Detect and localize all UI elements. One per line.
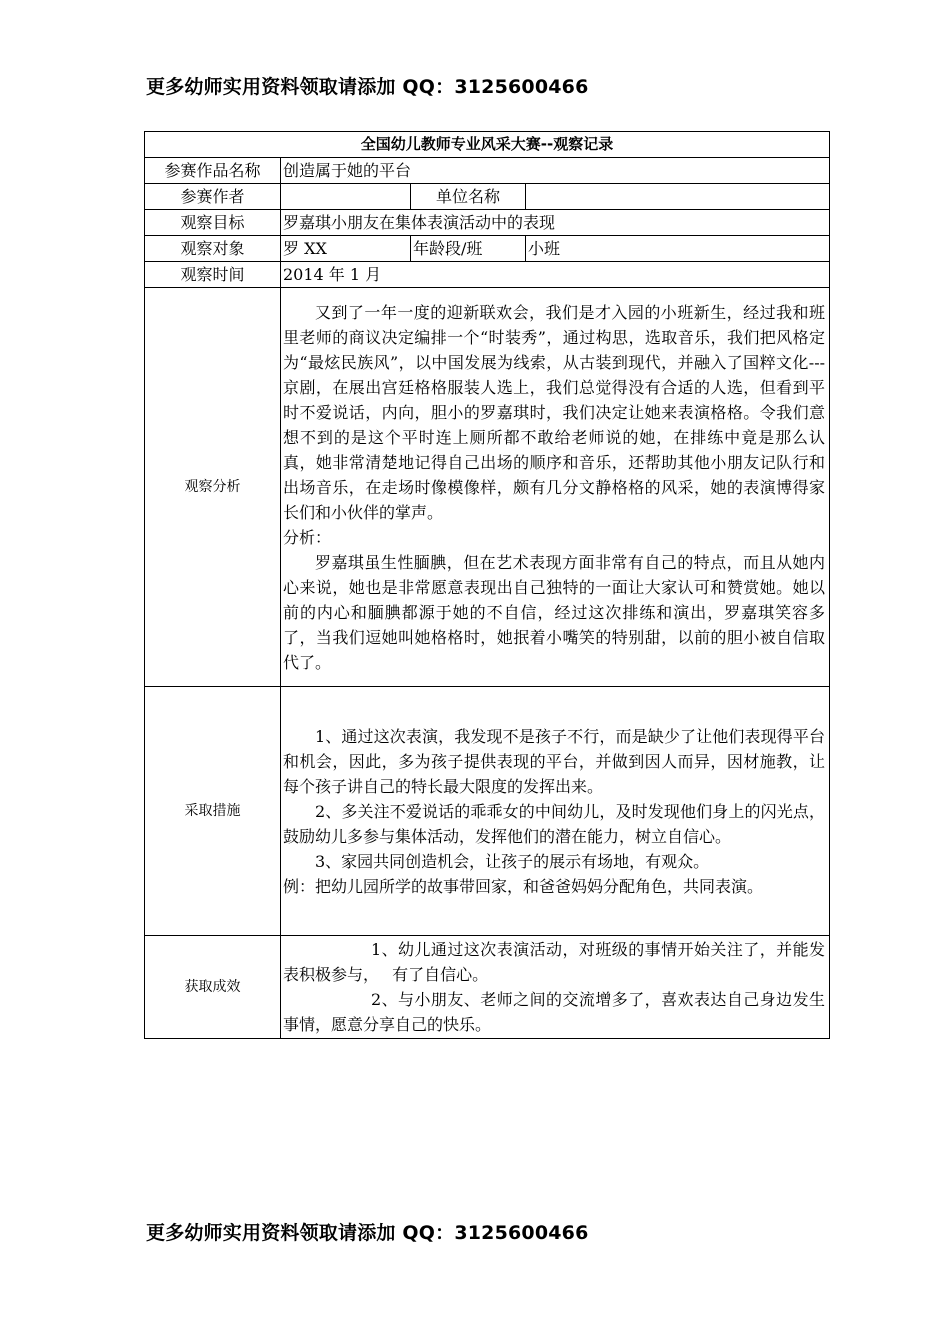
header-banner: 更多幼师实用资料领取请添加 QQ：3125600466 <box>146 76 589 98</box>
work-name-label: 参赛作品名称 <box>145 158 281 184</box>
age-value: 小班 <box>526 236 830 262</box>
results-label: 获取成效 <box>145 936 281 1039</box>
author-label: 参赛作者 <box>145 184 281 210</box>
subject-value: 罗 XX <box>281 236 411 262</box>
unit-value <box>526 184 830 210</box>
analysis-paragraph: 又到了一年一度的迎新联欢会，我们是才入园的小班新生，经过我和班里老师的商议决定编排一个“时装秀”，通过构思，选取音乐，我们把风格定为“最炫民族风”，以中国发展为线索，从古装到现代，并融入了国粹文化---京剧，在展出宫廷格格服装人选上，我们总觉得没有合适的人选，但看到平时不爱说话，内向，胆小的罗嘉琪时，我们决定让她来表演格格。令我们意想不到的是这个平时连上厕所都不敢给老师说的她，在排练中竟是那么认真，她非常清楚地记得自己出场的顺序和音乐，还帮助其他小朋友记队行和出场音乐，在走场时像模像样，颇有几分文静格格的风采，她的表演博得家长们和小伙伴的掌声。 <box>283 302 826 522</box>
table-title: 全国幼儿教师专业风采大赛--观察记录 <box>145 132 830 158</box>
results-cell <box>281 936 830 1039</box>
results-paragraph: 1、幼儿通过这次表演活动，对班级的事情开始关注了，并能发表积极参与， 有了自信心。 <box>283 940 826 984</box>
results-paragraph: 2、与小朋友、老师之间的交流增多了，喜欢表达自己身边发生事情，愿意分享自己的快乐。 <box>283 990 826 1034</box>
analysis-heading: 分析： <box>283 527 332 547</box>
work-name-value: 创造属于她的平台 <box>281 158 830 184</box>
measures-label: 采取措施 <box>145 687 281 936</box>
subject-label: 观察对象 <box>145 236 281 262</box>
analysis-paragraph: 罗嘉琪虽生性腼腆，但在艺术表现方面非常有自己的特点，而且从她内心来说，她也是非常愿意表现出自己独特的一面让大家认可和赞赏她。她以前的内心和腼腆都源于她的不自信，经过这次排练和演出，罗嘉琪笑容多了，当我们逗她叫她格格时，她抿着小嘴笑的特别甜，以前的胆小被自信取代了。 <box>283 552 826 672</box>
measures-paragraph: 3、家园共同创造机会，让孩子的展示有场地，有观众。 <box>315 851 710 871</box>
analysis-label: 观察分析 <box>145 288 281 687</box>
author-value <box>281 184 411 210</box>
observation-record-table <box>144 131 830 1039</box>
analysis-cell <box>281 288 830 687</box>
observation-record-sheet <box>144 131 829 1039</box>
goal-value: 罗嘉琪小朋友在集体表演活动中的表现 <box>281 210 830 236</box>
age-label: 年龄段/班 <box>411 236 526 262</box>
measures-cell <box>281 687 830 936</box>
footer-banner: 更多幼师实用资料领取请添加 QQ：3125600466 <box>146 1222 589 1244</box>
time-value: 2014 年 1 月 <box>281 262 830 288</box>
measures-example: 例：把幼儿园所学的故事带回家，和爸爸妈妈分配角色，共同表演。 <box>283 876 764 896</box>
time-label: 观察时间 <box>145 262 281 288</box>
goal-label: 观察目标 <box>145 210 281 236</box>
measures-paragraph: 2、多关注不爱说话的乖乖女的中间幼儿，及时发现他们身上的闪光点，鼓励幼儿多参与集体活动，发挥他们的潜在能力，树立自信心。 <box>283 801 826 846</box>
unit-label: 单位名称 <box>411 184 526 210</box>
measures-paragraph: 1、通过这次表演，我发现不是孩子不行，而是缺少了让他们表现得平台和机会，因此，多为孩子提供表现的平台，并做到因人而异，因材施教，让每个孩子讲自己的特长最大限度的发挥出来。 <box>283 726 826 796</box>
